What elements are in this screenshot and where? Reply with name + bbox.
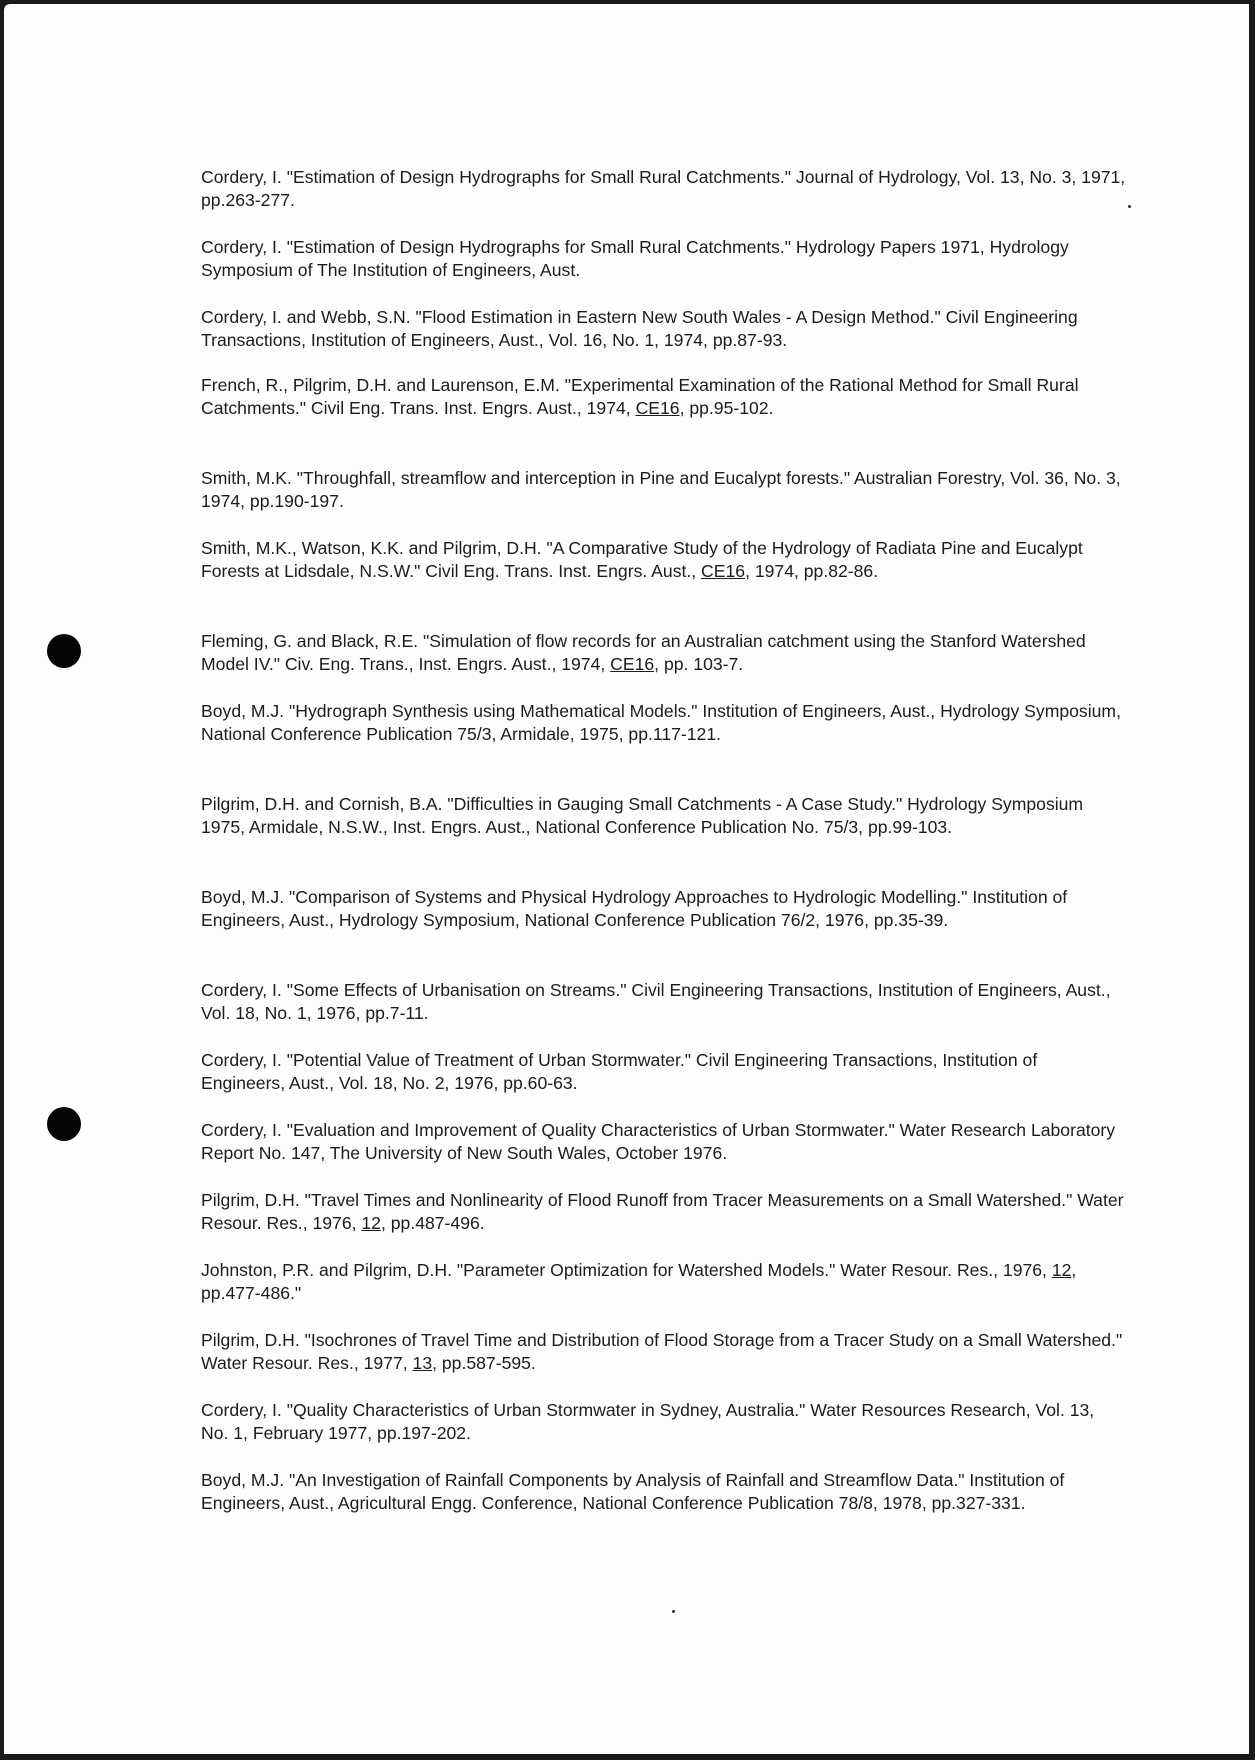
reference-item: Cordery, I. and Webb, S.N. "Flood Estimation in Eastern New South Wales - A Design Method." Civil Engineering Transactions, Institution of Engineers, Aust., Vol. 16, No. 1, 1974, pp.87-93. bbox=[201, 307, 1078, 350]
reference-item: French, R., Pilgrim, D.H. and Laurenson, E.M. "Experimental Examination of the Rational Method for Small Rural Catchments." Civil Eng. Trans. Inst. Engrs. Aust., 1974, CE16, pp.95-102. bbox=[201, 375, 1079, 418]
reference-item: Cordery, I. "Some Effects of Urbanisation on Streams." Civil Engineering Transactions, Institution of Engineers, Aust., Vol. 18, No. 1, 1976, pp.7-11. bbox=[201, 980, 1111, 1023]
speck bbox=[672, 1610, 675, 1613]
reference-item: Boyd, M.J. "Comparison of Systems and Physical Hydrology Approaches to Hydrologic Modelling." Institution of Engineers, Aust., Hydrology Symposium, National Conference Publication 76/2, 1976, pp.35-39. bbox=[201, 887, 1068, 930]
reference-item: Cordery, I. "Potential Value of Treatment of Urban Stormwater." Civil Engineering Transactions, Institution of Engineers, Aust., Vol. 18, No. 2, 1976, pp.60-63. bbox=[201, 1050, 1038, 1093]
volume-underline: 12 bbox=[1051, 1260, 1072, 1280]
reference-item: Boyd, M.J. "Hydrograph Synthesis using Mathematical Models." Institution of Engineers, Aust., Hydrology Symposium, National Conference Publication 75/3, Armidale, 1975, pp.117-121. bbox=[201, 701, 1121, 744]
reference-list bbox=[201, 166, 1126, 1562]
punch-hole-upper bbox=[47, 634, 81, 668]
reference-item: Smith, M.K., Watson, K.K. and Pilgrim, D.H. "A Comparative Study of the Hydrology of Radiata Pine and Eucalypt Forests at Lidsdale, N.S.W." Civil Eng. Trans. Inst. Engrs. Aust., CE16, 1974, pp.82-86. bbox=[201, 538, 1083, 581]
reference-item: Cordery, I. "Quality Characteristics of Urban Stormwater in Sydney, Australia." Water Resources Research, Vol. 13, No. 1, February 1977, pp.197-202. bbox=[201, 1400, 1095, 1443]
document-page bbox=[4, 4, 1249, 1754]
volume-underline: 12 bbox=[361, 1213, 381, 1233]
reference-item: Johnston, P.R. and Pilgrim, D.H. "Parameter Optimization for Watershed Models." Water Resour. Res., 1976, 12, pp.477-486." bbox=[201, 1260, 1077, 1303]
reference-item: Pilgrim, D.H. and Cornish, B.A. "Difficulties in Gauging Small Catchments - A Case Study." Hydrology Symposium 1975, Armidale, N.S.W., Inst. Engrs. Aust., National Conference Publication No. 75/3, pp.99-103. bbox=[201, 794, 1084, 837]
volume-underline: 13 bbox=[412, 1353, 433, 1373]
reference-item: Pilgrim, D.H. "Travel Times and Nonlinearity of Flood Runoff from Tracer Measurements on a Small Watershed." Water Resour. Res., 1976, 12, pp.487-496. bbox=[201, 1190, 1124, 1233]
reference-item: Cordery, I. "Estimation of Design Hydrographs for Small Rural Catchments." Journal of Hydrology, Vol. 13, No. 3, 1971, pp.263-277. bbox=[201, 167, 1126, 210]
reference-item: Smith, M.K. "Throughfall, streamflow and interception in Pine and Eucalypt forests." Australian Forestry, Vol. 36, No. 3, 1974, pp.190-197. bbox=[201, 468, 1121, 511]
reference-item: Fleming, G. and Black, R.E. "Simulation of flow records for an Australian catchment using the Stanford Watershed Model IV." Civ. Eng. Trans., Inst. Engrs. Aust., 1974, CE16, pp. 103-7. bbox=[201, 631, 1086, 674]
volume-underline: CE16 bbox=[610, 654, 655, 674]
reference-item: Cordery, I. "Estimation of Design Hydrographs for Small Rural Catchments." Hydrology Papers 1971, Hydrology Symposium of The Institution of Engineers, Aust. bbox=[201, 237, 1069, 280]
reference-item: Boyd, M.J. "An Investigation of Rainfall Components by Analysis of Rainfall and Streamflow Data." Institution of Engineers, Aust., Agricultural Engg. Conference, National Conference Publication 78/8, 1978, pp.327-331. bbox=[201, 1470, 1065, 1513]
volume-underline: CE16 bbox=[635, 398, 680, 418]
punch-hole-lower bbox=[47, 1107, 81, 1141]
volume-underline: CE16 bbox=[701, 561, 746, 581]
reference-item: Pilgrim, D.H. "Isochrones of Travel Time and Distribution of Flood Storage from a Tracer Study on a Small Watershed." Water Resour. Res., 1977, 13, pp.587-595. bbox=[201, 1330, 1123, 1373]
reference-item: Cordery, I. "Evaluation and Improvement of Quality Characteristics of Urban Stormwater." Water Research Laboratory Report No. 147, The University of New South Wales, October 1976. bbox=[201, 1120, 1116, 1163]
speck bbox=[1128, 205, 1131, 208]
